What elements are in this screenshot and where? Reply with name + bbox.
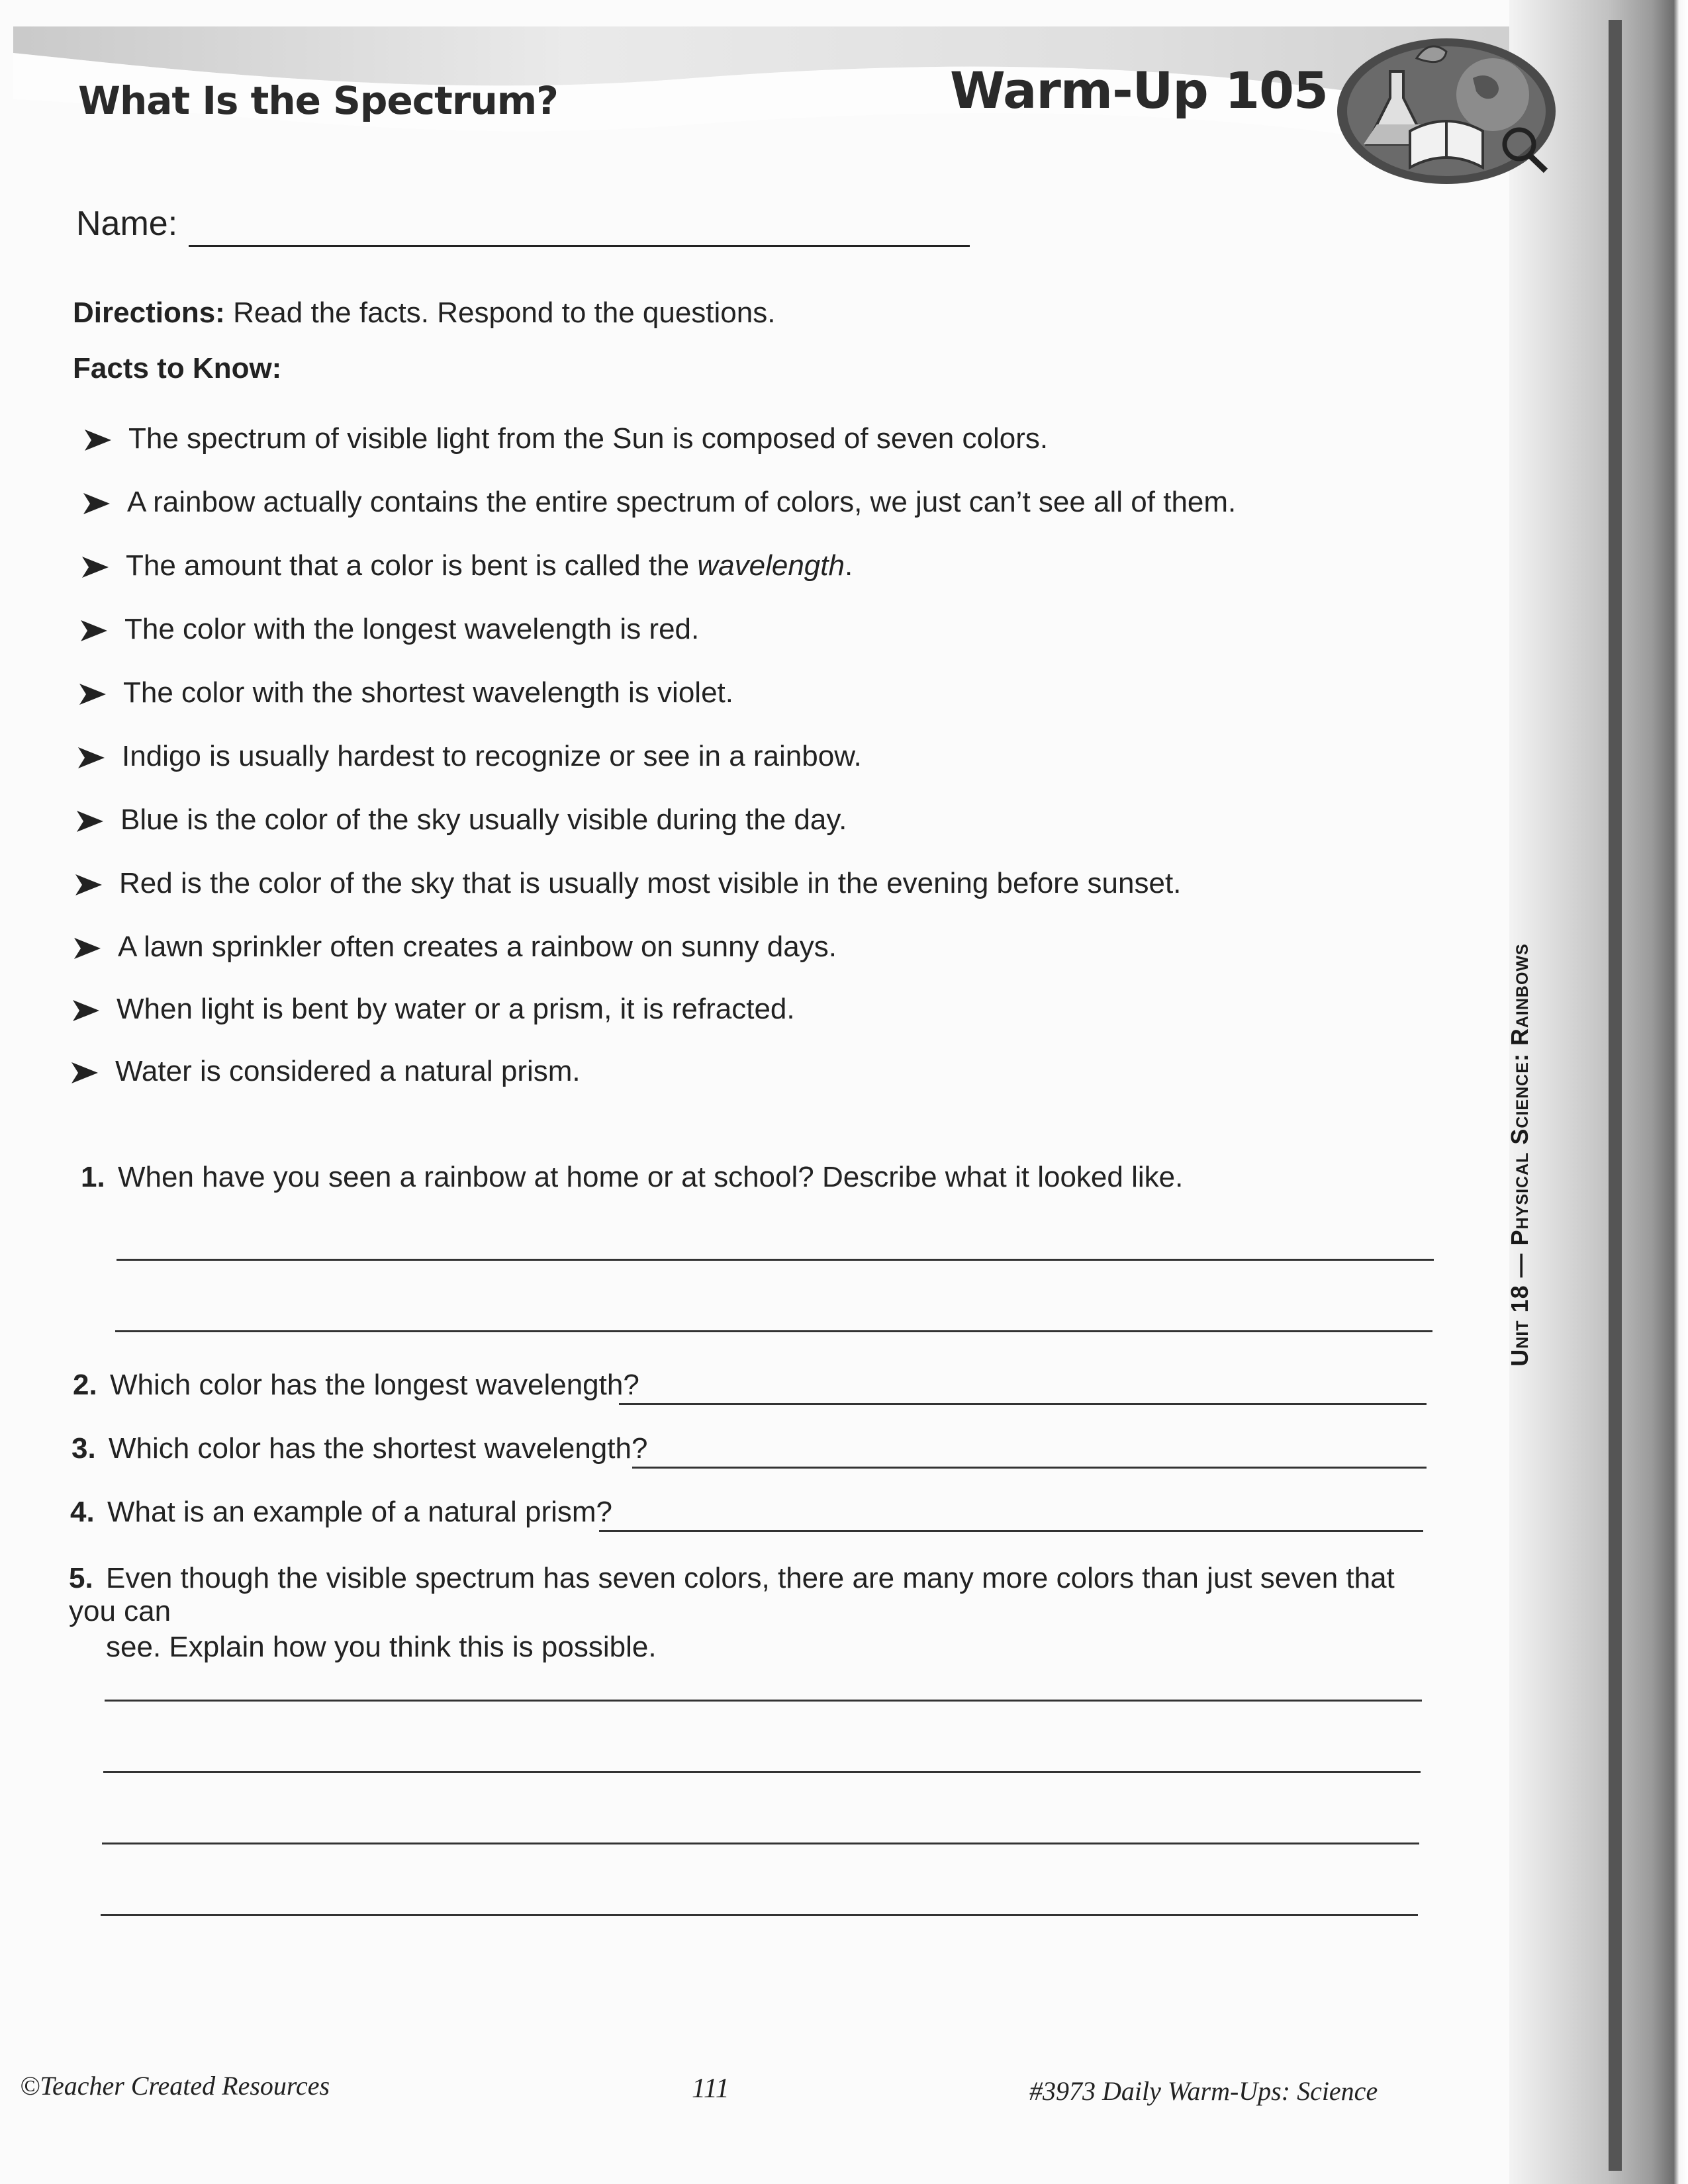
question-text: What is an example of a natural prism? (107, 1496, 613, 1528)
fact-item (77, 803, 847, 843)
arrow-bullet-icon (73, 996, 91, 1025)
fact-item (81, 613, 699, 653)
unit-dash: — (1506, 1246, 1533, 1285)
question-text: Which color has the longest wavelength? (110, 1369, 639, 1401)
answer-line[interactable] (619, 1403, 1427, 1405)
answer-line[interactable] (102, 1843, 1419, 1844)
fact-text: The spectrum of visible light from the Sun is composed of seven colors. (128, 422, 1049, 455)
arrow-bullet-icon (83, 489, 102, 518)
fact-item (83, 486, 1236, 525)
arrow-bullet-icon (82, 553, 101, 582)
science-logo-icon (1331, 32, 1562, 191)
question-text: When have you seen a rainbow at home or at school? Describe what it looked like. (118, 1161, 1184, 1193)
question-text-line2: see. Explain how you think this is possible. (106, 1631, 657, 1663)
answer-line[interactable] (105, 1700, 1422, 1702)
fact-text: Red is the color of the sky that is usually most visible in the evening before sunset. (119, 867, 1182, 899)
name-label: Name: (76, 205, 178, 243)
question-number: 4. (70, 1496, 95, 1528)
fact-item (71, 1055, 581, 1095)
fact-text: A lawn sprinkler often creates a rainbow on sunny days. (118, 931, 837, 963)
unit-word: Unit (1506, 1320, 1533, 1367)
fact-text: When light is bent by water or a prism, it is refracted. (117, 993, 795, 1025)
arrow-bullet-icon (79, 680, 98, 709)
answer-line[interactable] (115, 1330, 1432, 1332)
footer-page-number: 111 (692, 2073, 729, 2104)
fact-text: The color with the shortest wavelength is violet. (123, 676, 734, 709)
question-number: 3. (71, 1432, 96, 1465)
fact-item (82, 549, 853, 589)
question-number: 1. (81, 1161, 105, 1193)
fact-item (85, 422, 1048, 462)
question-number: 2. (73, 1369, 97, 1401)
fact-text: The amount that a color is bent is called the (126, 549, 698, 582)
fact-item (73, 993, 795, 1032)
fact-text: Blue is the color of the sky usually visible during the day. (120, 803, 847, 836)
arrow-bullet-icon (85, 426, 103, 455)
unit-subject: Physical Science: (1506, 1053, 1533, 1246)
fact-item (74, 931, 837, 970)
arrow-bullet-icon (77, 807, 95, 836)
answer-line[interactable] (632, 1467, 1427, 1469)
footer-book-title: #3973 Daily Warm-Ups: Science (1029, 2076, 1378, 2106)
fact-text-end: . (844, 549, 853, 582)
unit-number: 18 (1506, 1285, 1533, 1313)
question-5 (69, 1562, 1446, 1664)
arrow-bullet-icon (81, 616, 99, 645)
question-1 (81, 1161, 1183, 1194)
page-binding-shadow (1509, 0, 1688, 2184)
directions-label: Directions: (73, 296, 225, 329)
arrow-bullet-icon (74, 934, 93, 963)
answer-line[interactable] (599, 1530, 1423, 1532)
fact-text: The color with the longest wavelength is red. (124, 613, 700, 645)
question-2 (73, 1369, 639, 1402)
fact-text: Indigo is usually hardest to recognize or see in a rainbow. (122, 740, 862, 772)
fact-item (79, 676, 733, 716)
page-binding-edge (1609, 20, 1622, 2171)
fact-term-wavelength: wavelength (697, 549, 845, 582)
question-4 (70, 1496, 612, 1529)
question-text-line1: Even though the visible spectrum has seven colors, there are many more colors than just seven that you can (69, 1562, 1395, 1627)
page-title: What Is the Spectrum? (78, 78, 558, 123)
arrow-bullet-icon (71, 1058, 90, 1087)
arrow-bullet-icon (78, 743, 97, 772)
fact-text: Water is considered a natural prism. (115, 1055, 581, 1087)
warmup-number: Warm-Up 105 (950, 61, 1328, 120)
question-text: Which color has the shortest wavelength? (109, 1432, 648, 1465)
facts-heading: Facts to Know: (73, 352, 282, 385)
footer-copyright: ©Teacher Created Resources (20, 2071, 330, 2101)
arrow-bullet-icon (75, 870, 94, 899)
directions (73, 296, 775, 330)
unit-side-label (1506, 943, 1534, 1366)
fact-item (78, 740, 862, 780)
fact-item (75, 867, 1181, 907)
question-number: 5. (69, 1562, 93, 1594)
fact-text: A rainbow actually contains the entire spectrum of colors, we just can’t see all of them. (127, 486, 1237, 518)
question-3 (71, 1432, 647, 1465)
answer-line[interactable] (101, 1914, 1418, 1916)
answer-line[interactable] (103, 1771, 1421, 1773)
name-input-line[interactable] (189, 245, 970, 247)
name-field (76, 204, 1003, 257)
answer-line[interactable] (117, 1259, 1434, 1261)
directions-text: Read the facts. Respond to the questions. (233, 296, 776, 329)
unit-topic: Rainbows (1506, 943, 1533, 1046)
